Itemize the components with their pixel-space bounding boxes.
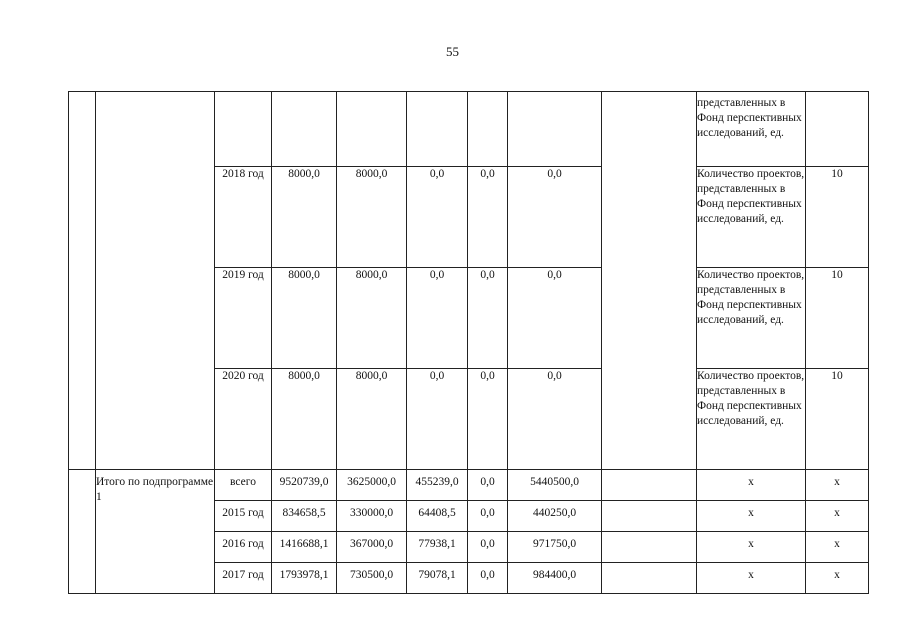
cell-c3 bbox=[468, 92, 508, 167]
cell-indicator: х bbox=[697, 532, 806, 563]
cell-executor bbox=[602, 501, 697, 532]
cell-index bbox=[69, 92, 96, 470]
cell-total: 8000,0 bbox=[272, 268, 337, 369]
cell-c1: 730500,0 bbox=[337, 563, 407, 594]
cell-total: 834658,5 bbox=[272, 501, 337, 532]
cell-c3: 0,0 bbox=[468, 501, 508, 532]
cell-c2: 0,0 bbox=[407, 167, 468, 268]
cell-year: 2016 год bbox=[215, 532, 272, 563]
cell-executor bbox=[602, 563, 697, 594]
cell-c2: 0,0 bbox=[407, 369, 468, 470]
cell-value: х bbox=[806, 501, 869, 532]
cell-indicator: Количество проектов, представленных в Фонд перспективных исследований, ед. bbox=[697, 167, 806, 268]
cell-c1: 8000,0 bbox=[337, 369, 407, 470]
cell-value: 10 bbox=[806, 167, 869, 268]
cell-executor bbox=[602, 470, 697, 501]
summary-label: Итого по подпрограмме 1 bbox=[96, 470, 215, 594]
cell-indicator: х bbox=[697, 563, 806, 594]
cell-total bbox=[272, 92, 337, 167]
table-row bbox=[69, 92, 869, 167]
table-row bbox=[69, 470, 869, 501]
cell-year: 2019 год bbox=[215, 268, 272, 369]
cell-name bbox=[96, 92, 215, 470]
cell-c4: 0,0 bbox=[508, 369, 602, 470]
cell-year bbox=[215, 92, 272, 167]
cell-indicator: Количество проектов, представленных в Фонд перспективных исследований, ед. bbox=[697, 369, 806, 470]
cell-value: 10 bbox=[806, 369, 869, 470]
cell-c3: 0,0 bbox=[468, 167, 508, 268]
cell-c4: 5440500,0 bbox=[508, 470, 602, 501]
cell-c1: 330000,0 bbox=[337, 501, 407, 532]
cell-year: всего bbox=[215, 470, 272, 501]
cell-index bbox=[69, 470, 96, 594]
cell-c2: 455239,0 bbox=[407, 470, 468, 501]
cell-c4: 0,0 bbox=[508, 268, 602, 369]
cell-c4 bbox=[508, 92, 602, 167]
cell-c1: 8000,0 bbox=[337, 268, 407, 369]
cell-value: х bbox=[806, 470, 869, 501]
program-table bbox=[68, 91, 869, 594]
cell-total: 1416688,1 bbox=[272, 532, 337, 563]
cell-c2: 64408,5 bbox=[407, 501, 468, 532]
cell-c2: 0,0 bbox=[407, 268, 468, 369]
cell-c3: 0,0 bbox=[468, 470, 508, 501]
cell-value: 10 bbox=[806, 268, 869, 369]
cell-c3: 0,0 bbox=[468, 563, 508, 594]
cell-c4: 0,0 bbox=[508, 167, 602, 268]
cell-year: 2015 год bbox=[215, 501, 272, 532]
cell-total: 8000,0 bbox=[272, 369, 337, 470]
cell-c1 bbox=[337, 92, 407, 167]
cell-total: 1793978,1 bbox=[272, 563, 337, 594]
cell-indicator: х bbox=[697, 470, 806, 501]
cell-indicator: х bbox=[697, 501, 806, 532]
cell-value bbox=[806, 92, 869, 167]
cell-year: 2018 год bbox=[215, 167, 272, 268]
cell-year: 2017 год bbox=[215, 563, 272, 594]
cell-c1: 3625000,0 bbox=[337, 470, 407, 501]
cell-c4: 440250,0 bbox=[508, 501, 602, 532]
cell-indicator: представленных в Фонд перспективных исследований, ед. bbox=[697, 92, 806, 167]
cell-c4: 984400,0 bbox=[508, 563, 602, 594]
cell-c2 bbox=[407, 92, 468, 167]
cell-total: 9520739,0 bbox=[272, 470, 337, 501]
page-number: 55 bbox=[446, 44, 459, 59]
cell-value: х bbox=[806, 532, 869, 563]
cell-value: х bbox=[806, 563, 869, 594]
cell-year: 2020 год bbox=[215, 369, 272, 470]
cell-executor bbox=[602, 92, 697, 470]
cell-c1: 367000,0 bbox=[337, 532, 407, 563]
cell-c2: 77938,1 bbox=[407, 532, 468, 563]
cell-c4: 971750,0 bbox=[508, 532, 602, 563]
cell-indicator: Количество проектов, представленных в Фонд перспективных исследований, ед. bbox=[697, 268, 806, 369]
cell-c3: 0,0 bbox=[468, 369, 508, 470]
cell-executor bbox=[602, 532, 697, 563]
cell-c1: 8000,0 bbox=[337, 167, 407, 268]
cell-c2: 79078,1 bbox=[407, 563, 468, 594]
cell-total: 8000,0 bbox=[272, 167, 337, 268]
cell-c3: 0,0 bbox=[468, 268, 508, 369]
cell-c3: 0,0 bbox=[468, 532, 508, 563]
